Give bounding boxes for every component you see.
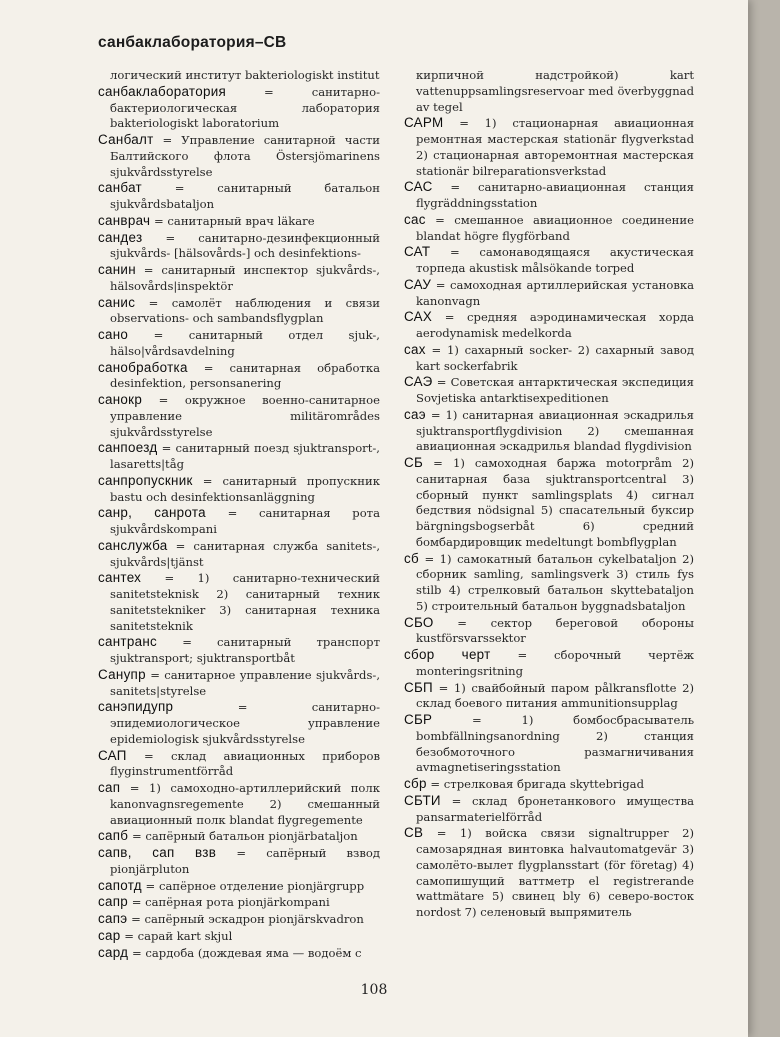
dictionary-entry — [98, 180, 380, 213]
entry-headword: СВ — [404, 825, 424, 841]
entry-headword: САП — [98, 747, 127, 763]
entry-headword: сас — [404, 211, 426, 227]
entry-headword: сапэ — [98, 911, 128, 926]
entry-headword: санбаклаборатория — [98, 83, 227, 99]
dictionary-entry — [404, 244, 694, 277]
dictionary-entry — [98, 505, 380, 538]
dictionary-entry — [404, 647, 694, 680]
entry-headword: санр, санрота — [98, 505, 206, 521]
entry-definition: = сапёрное отделение pionjärgrupp — [145, 878, 365, 893]
entry-definition: = санитарный поезд sjuktransport-, lasaretts|tåg — [110, 441, 380, 471]
dictionary-entry — [98, 911, 380, 928]
dictionary-entry — [404, 212, 694, 245]
entry-headword: сар — [98, 927, 121, 943]
entry-definition: = санитарно-эпидемиологическое управление epidemiologisk sjukvårdsstyrelse — [110, 700, 380, 746]
entry-definition: = санитарная обработка desinfektion, personsanering — [110, 360, 380, 391]
dictionary-entry — [98, 780, 380, 828]
entry-definition: = санитарный батальон sjukvårdsbataljon — [110, 181, 380, 211]
entry-headword: санобработка — [98, 359, 188, 375]
dictionary-entry — [404, 680, 694, 713]
entry-definition: = санитарно-дезинфекционный sjukvårds- [hälsovårds-] och desinfektions- — [110, 230, 380, 261]
dictionary-entry — [98, 570, 380, 634]
entry-headword: Санбалт — [98, 132, 154, 147]
entry-headword: санэпидупр — [98, 699, 174, 715]
entry-headword: санпропускник — [98, 472, 193, 488]
entry-definition: = сапёрный батальон pionjärbataljon — [131, 829, 358, 844]
dictionary-entry — [404, 615, 694, 648]
entry-definition: кирпичной надстройкой) kart vattenuppsamlingsreservoar med överbyggnad av tegel — [416, 68, 694, 114]
entry-headword: санис — [98, 294, 136, 310]
entry-headword: сандез — [98, 229, 143, 245]
dictionary-entry — [98, 132, 380, 180]
dictionary-entry — [98, 667, 380, 700]
entry-headword: СБ — [404, 455, 424, 470]
entry-headword: сах — [404, 341, 426, 357]
entry-headword: сапр — [98, 894, 129, 910]
dictionary-entry — [98, 699, 380, 747]
entry-definition: = санитарный отдел sjuk-, hälso|vårdsavdelning — [110, 328, 380, 358]
dictionary-entry — [404, 277, 694, 310]
dictionary-entry — [98, 440, 380, 473]
entry-definition: = самолёт наблюдения и связи observations- och sambandsflygplan — [110, 295, 380, 326]
entry-definition: = сардоба (дождевая яма — водоём с — [131, 945, 362, 960]
entry-headword: санпоезд — [98, 440, 158, 456]
entry-definition: = санитарное управление sjukvårds-, sanitets|styrelse — [110, 667, 380, 698]
entry-definition: = окружное военно-санитарное управление militärområdes sjukvårdsstyrelse — [110, 393, 380, 439]
entry-definition: = сборочный чертёж monteringsritning — [416, 648, 694, 678]
entry-definition: = санитарно-бактериологическая лаборатория bakteriologiskt laboratorium — [110, 84, 380, 131]
entry-definition: = 1) самоходно-артиллерийский полк kanonvagnsregemente 2) смешанный авиационный полк blandat flygregemente — [110, 781, 381, 827]
dictionary-entry — [98, 230, 380, 263]
entry-definition: = Советская антарктическая экспедиция Sovjetiska antarktisexpeditionen — [416, 375, 694, 405]
dictionary-entry — [404, 407, 694, 455]
entry-definition: = средняя аэродинамическая хорда aerodynamisk medelkorda — [416, 310, 694, 340]
dictionary-entry — [404, 793, 694, 826]
entry-headword: САТ — [404, 244, 431, 260]
entry-headword: сапб — [98, 828, 129, 844]
dictionary-entry — [98, 928, 380, 945]
dictionary-entry — [98, 538, 380, 571]
dictionary-entry — [404, 455, 694, 551]
entry-definition: = 1) санитарно-технический sanitetsteknisk 2) санитарный техник sanitetstekniker 3) санитарная техника sanitetsteknik — [110, 571, 380, 633]
entry-definition: логический институт bakteriologiskt institut — [110, 68, 380, 82]
entry-headword: САХ — [404, 309, 433, 325]
dictionary-entry — [404, 309, 694, 342]
dictionary-entry — [98, 878, 380, 895]
dictionary-entry — [404, 374, 694, 407]
entry-definition: = сапёрный эскадрон pionjärskvadron — [131, 912, 364, 926]
dictionary-entry — [404, 68, 694, 115]
entry-definition: = самонаводящаяся акустическая торпеда akustisk målsökande torped — [416, 245, 694, 275]
dictionary-entry — [98, 392, 380, 440]
entry-definition: = санитарная рота sjukvårdskompani — [110, 506, 380, 536]
dictionary-entry — [404, 179, 694, 212]
entry-definition: = сектор береговой обороны kustförsvarssektor — [416, 615, 694, 646]
entry-definition: = 1) стационарная авиационная ремонтная мастерская stationär flygverkstad 2) стационарная авторемонтная мастерская stationär bilreparationsverkstad — [416, 116, 695, 178]
entry-headword: сбр — [404, 776, 427, 791]
entry-definition: = санитарный врач läkare — [154, 213, 315, 228]
dictionary-entry — [98, 68, 380, 84]
entry-headword: СБП — [404, 679, 433, 695]
dictionary-entry — [98, 945, 380, 962]
entry-definition: = 1) санитарная авиационная эскадрилья sjuktransportflygdivision 2) смешанная авиационная эскадрилья blandad flygdivision — [416, 407, 694, 454]
entry-definition: = санитарная служба sanitets-, sjukvårds|tjänst — [110, 538, 381, 569]
entry-definition: = склад бронетанкового имущества pansarmaterielförråd — [416, 793, 695, 824]
entry-headword: сапв, сап взв — [98, 845, 217, 860]
dictionary-entry — [98, 828, 380, 845]
entry-definition: = Управление санитарной части Балтийского флота Östersjömarinens sjukvårdsstyrelse — [110, 133, 380, 179]
entry-definition: = санитарный инспектор sjukvårds-, hälsovårds|inspektör — [110, 263, 380, 293]
entry-headword: СБО — [404, 614, 434, 630]
entry-definition: = 1) свайбойный паром pålkransflotte 2) склад боевого питания ammunitionsupplag — [416, 680, 695, 711]
dictionary-entry — [98, 360, 380, 393]
dictionary-entry — [98, 262, 380, 295]
entry-definition: = санитарно-авиационная станция flygräddningsstation — [416, 180, 694, 210]
entry-definition: = санитарный пропускник bastu och desinfektionsanläggning — [110, 473, 381, 504]
page-number: 108 — [360, 982, 388, 998]
dictionary-entry — [98, 473, 380, 506]
entry-headword: СБР — [404, 712, 433, 727]
entry-definition: = стрелковая бригада skyttebrigad — [430, 777, 645, 791]
dictionary-entry — [98, 295, 380, 328]
entry-headword: санслужба — [98, 537, 168, 553]
entry-headword: санин — [98, 262, 136, 277]
entry-definition: = санитарный транспорт sjuktransport; sjuktransportbåt — [110, 635, 380, 665]
entry-headword: сантранс — [98, 634, 158, 650]
entry-headword: сб — [404, 550, 419, 566]
entry-headword: сантех — [98, 570, 142, 586]
dictionary-entry — [98, 894, 380, 911]
entry-headword: Санупр — [98, 666, 146, 682]
left-column — [98, 68, 380, 961]
entry-headword: САС — [404, 179, 433, 195]
entry-definition: = самоходная артиллерийская установка kanonvagn — [416, 277, 695, 308]
dictionary-entry — [98, 213, 380, 230]
dictionary-entry — [98, 748, 380, 781]
dictionary-entry — [404, 825, 694, 921]
entry-headword: сард — [98, 944, 129, 960]
entry-headword: санбат — [98, 180, 142, 196]
entry-definition: = сарай kart skjul — [124, 928, 233, 943]
entry-headword: САРМ — [404, 115, 444, 131]
entry-definition: = 1) войска связи signaltrupper 2) самозарядная винтовка halvautomatgevär 3) самолёто-вылет flygplansstart (för företag) 4) самопишущий ваттметр el registrerande wattmätare 5) свинец bly 6) северо-восток nordost 7) селеновый выпрямитель — [416, 826, 695, 919]
entry-definition: = сапёрная рота pionjärkompani — [131, 895, 330, 910]
dictionary-entry — [404, 551, 694, 615]
dictionary-entry — [404, 115, 694, 179]
entry-definition: = сапёрный взвод pionjärpluton — [110, 846, 380, 876]
entry-definition: = смешанное авиационное соединение blandat högre flygförband — [416, 212, 694, 243]
entry-headword: сап — [98, 780, 121, 795]
entry-headword: саэ — [404, 406, 426, 422]
entry-headword: санврач — [98, 212, 151, 228]
right-column — [404, 68, 694, 921]
running-head: санбаклаборатория–СВ — [98, 34, 287, 51]
entry-definition: = 1) самоходная баржа motorpråm 2) санитарная база sjuktransportcentral 3) сборный пункт samlingsplats 4) сигнал бедствия nödsignal 5) спасательный буксир bärgningsbogserbåt 6) средний бомбардировщик medeltungt bombflygplan — [416, 456, 695, 549]
entry-headword: САУ — [404, 276, 432, 292]
entry-definition: = склад авиационных приборов flyginstrumentförråd — [110, 748, 381, 779]
dictionary-entry — [98, 845, 380, 878]
entry-headword: сано — [98, 327, 129, 342]
dictionary-entry — [404, 712, 694, 776]
entry-headword: САЭ — [404, 374, 433, 390]
entry-definition: = 1) самокатный батальон cykelbataljon 2) сборник samling, samlingsverk 3) стиль fys stilb 4) стрелковый батальон skyttebataljon 5) строительный батальон byggnadsbataljon — [416, 551, 694, 613]
entry-headword: СБТИ — [404, 792, 441, 808]
entry-headword: санокр — [98, 392, 143, 407]
dictionary-entry — [404, 776, 694, 793]
entry-definition: = 1) бомбосбрасыватель bombfällningsanordning 2) станция безобмоточного размагничивания avmagnetiseringsstation — [416, 713, 695, 775]
dictionary-entry — [98, 84, 380, 132]
entry-headword: сбор черт — [404, 647, 491, 662]
dictionary-entry — [98, 327, 380, 360]
dictionary-entry — [98, 634, 380, 667]
dictionary-entry — [404, 342, 694, 375]
entry-definition: = 1) сахарный socker- 2) сахарный завод kart sockerfabrik — [416, 342, 695, 373]
entry-headword: сапотд — [98, 877, 142, 893]
